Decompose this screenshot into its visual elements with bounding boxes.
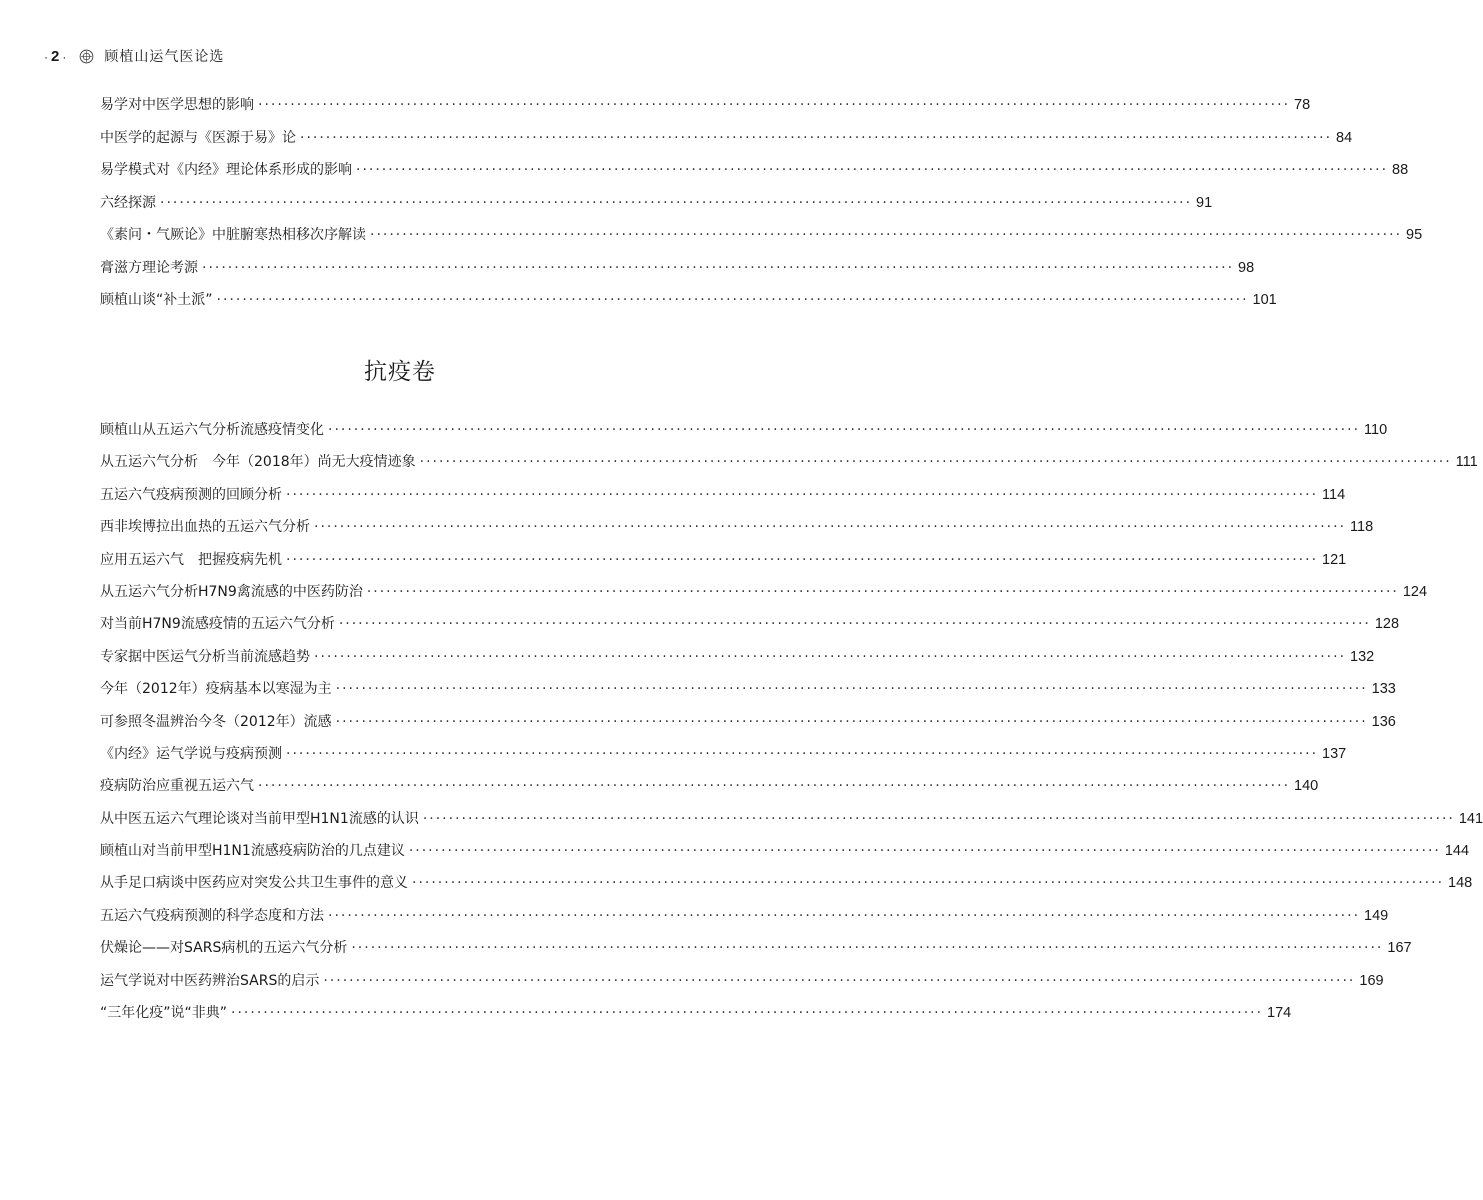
toc-entry-page: 95 (1406, 227, 1423, 243)
toc-list-top (100, 95, 1423, 323)
toc-entry-title: 易学对中医学思想的影响 (100, 97, 254, 113)
toc-entry-title: 从五运六气分析 今年（2018年）尚无大疫情迹象 (100, 454, 416, 471)
running-header (42, 44, 224, 68)
toc-entry-page: 78 (1294, 97, 1311, 113)
dot-leader: ································································································································································ (258, 778, 1291, 795)
dot-leader: ································································································································································ (366, 583, 1399, 600)
toc-entry-page: 110 (1364, 422, 1388, 438)
toc-entry (100, 809, 1483, 841)
dot-leader: ································································································································································ (370, 227, 1403, 243)
toc-entry (100, 938, 1412, 970)
toc-entry (100, 290, 1277, 323)
toc-entry (100, 258, 1255, 291)
dot-leader: ································································································································································ (335, 681, 1368, 698)
dot-leader: ································································································································································ (300, 129, 1333, 146)
toc-entry-title: 应用五运六气 把握疫病先机 (100, 551, 282, 568)
dot-leader: ································································································································································ (314, 648, 1347, 665)
toc-entry-page: 101 (1252, 292, 1277, 308)
toc-entry-page: 169 (1359, 972, 1384, 989)
toc-entry-title: 西非埃博拉出血热的五运六气分析 (100, 519, 310, 536)
dot-leader: ································································································································································ (351, 940, 1384, 957)
toc-entry-title: 膏滋方理论考源 (100, 259, 198, 276)
toc-entry-title: 从中医五运六气理论谈对当前甲型H1N1流感的认识 (100, 810, 419, 827)
toc-entry (100, 420, 1388, 452)
toc-entry-title: 五运六气疫病预测的回顾分析 (100, 486, 282, 503)
toc-entry-title: 专家据中医运气分析当前流感趋势 (100, 648, 310, 665)
toc-entry (100, 225, 1423, 258)
toc-entry-title: 今年（2012年）疫病基本以寒湿为主 (100, 681, 332, 698)
toc-entry (100, 517, 1374, 549)
toc-entry-page: 118 (1350, 519, 1374, 536)
toc-entry-title: 可参照冬温辨治今冬（2012年）流感 (100, 713, 332, 730)
toc-entry-title: 六经探源 (100, 194, 156, 211)
section-title: 抗疫卷 (364, 359, 436, 385)
dot-leader: ································································································································································ (160, 194, 1193, 211)
toc-entry-page: 136 (1371, 713, 1396, 730)
dot-leader: ································································································································································ (328, 422, 1361, 438)
toc-entry (100, 776, 1319, 808)
toc-entry-title: 从手足口病谈中医药应对突发公共卫生事件的意义 (100, 875, 408, 892)
toc-entry (100, 712, 1396, 744)
emblem-icon (79, 49, 94, 64)
toc-entry-page: 132 (1350, 648, 1375, 665)
toc-entry-page: 137 (1322, 745, 1347, 762)
toc-entry (100, 452, 1478, 484)
toc-list-main (100, 420, 1483, 1035)
toc-entry (100, 841, 1470, 873)
toc-entry-title: 顾植山从五运六气分析流感疫情变化 (100, 422, 324, 438)
toc-entry (100, 614, 1400, 646)
dot-leader: ································································································································································ (258, 97, 1291, 113)
toc-entry-page: 141 (1458, 810, 1483, 827)
dot-leader: ································································································································································ (408, 843, 1441, 860)
dot-leader: ································································································································································ (356, 162, 1389, 178)
page-number: · 2 · (44, 47, 68, 65)
toc-entry-page: 140 (1294, 778, 1319, 795)
toc-entry (100, 647, 1375, 679)
toc-entry (100, 582, 1428, 614)
dot-leader: ································································································································································ (419, 454, 1452, 471)
toc-entry (100, 906, 1389, 938)
toc-entry (100, 95, 1311, 128)
toc-entry-page: 174 (1267, 1005, 1292, 1022)
toc-entry-page: 148 (1448, 875, 1473, 892)
toc-entry-page: 88 (1392, 162, 1409, 178)
toc-entry-page: 128 (1374, 616, 1400, 633)
dot-leader: ································································································································································ (231, 1005, 1264, 1022)
toc-entry (100, 873, 1473, 905)
toc-entry-page: 149 (1364, 907, 1389, 924)
toc-entry-title: 顾植山谈“补土派” (100, 292, 213, 308)
toc-entry (100, 160, 1409, 193)
toc-entry-title: 《素问・气厥论》中脏腑寒热相移次序解读 (100, 227, 366, 243)
toc-entry-title: “三年化疫”说“非典” (100, 1005, 228, 1022)
toc-entry-title: 易学模式对《内经》理论体系形成的影响 (100, 162, 352, 178)
toc-entry-title: 顾植山对当前甲型H1N1流感疫病防治的几点建议 (100, 843, 405, 860)
toc-entry-page: 167 (1387, 940, 1412, 957)
toc-entry-title: 从五运六气分析H7N9禽流感的中医药防治 (100, 583, 363, 600)
dot-leader: ································································································································································ (216, 292, 1249, 308)
dot-leader: ································································································································································ (286, 551, 1319, 568)
toc-entry (100, 128, 1353, 161)
toc-entry-page: 111 (1455, 454, 1478, 471)
toc-entry-title: 中医学的起源与《医源于易》论 (100, 129, 296, 146)
toc-entry-page: 133 (1371, 681, 1396, 698)
toc-entry (100, 679, 1396, 711)
toc-entry-title: 对当前H7N9流感疫情的五运六气分析 (100, 616, 335, 633)
toc-entry-title: 运气学说对中医药辨治SARS的启示 (100, 972, 320, 989)
toc-entry-page: 121 (1322, 551, 1347, 568)
toc-entry (100, 744, 1347, 776)
toc-entry-page: 91 (1196, 194, 1213, 211)
toc-entry (100, 193, 1213, 226)
dot-leader: ································································································································································ (338, 616, 1371, 633)
dot-leader: ································································································································································ (328, 907, 1361, 924)
toc-entry-page: 84 (1336, 129, 1353, 146)
toc-entry (100, 971, 1384, 1003)
toc-entry-page: 98 (1238, 259, 1255, 276)
dot-leader: ································································································································································ (335, 713, 1368, 730)
toc-entry-title: 伏燥论——对SARS病机的五运六气分析 (100, 940, 348, 957)
dot-leader: ································································································································································ (422, 810, 1455, 827)
dot-leader: ································································································································································ (323, 972, 1356, 989)
toc-entry-title: 五运六气疫病预测的科学态度和方法 (100, 907, 324, 924)
toc-entry-page: 144 (1444, 843, 1470, 860)
dot-leader: ································································································································································ (314, 519, 1347, 536)
toc-entry (100, 485, 1346, 517)
toc-entry (100, 1003, 1292, 1035)
dot-leader: ································································································································································ (202, 259, 1235, 276)
toc-entry-title: 《内经》运气学说与疫病预测 (100, 745, 282, 762)
running-title: 顾植山运气医论选 (104, 49, 225, 65)
toc-entry (100, 550, 1347, 582)
toc-entry-page: 124 (1402, 583, 1428, 600)
toc-entry-page: 114 (1322, 486, 1346, 503)
toc-entry-title: 疫病防治应重视五运六气 (100, 778, 254, 795)
dot-leader: ································································································································································ (286, 745, 1319, 762)
dot-leader: ································································································································································ (286, 486, 1319, 503)
dot-leader: ································································································································································ (412, 875, 1445, 892)
